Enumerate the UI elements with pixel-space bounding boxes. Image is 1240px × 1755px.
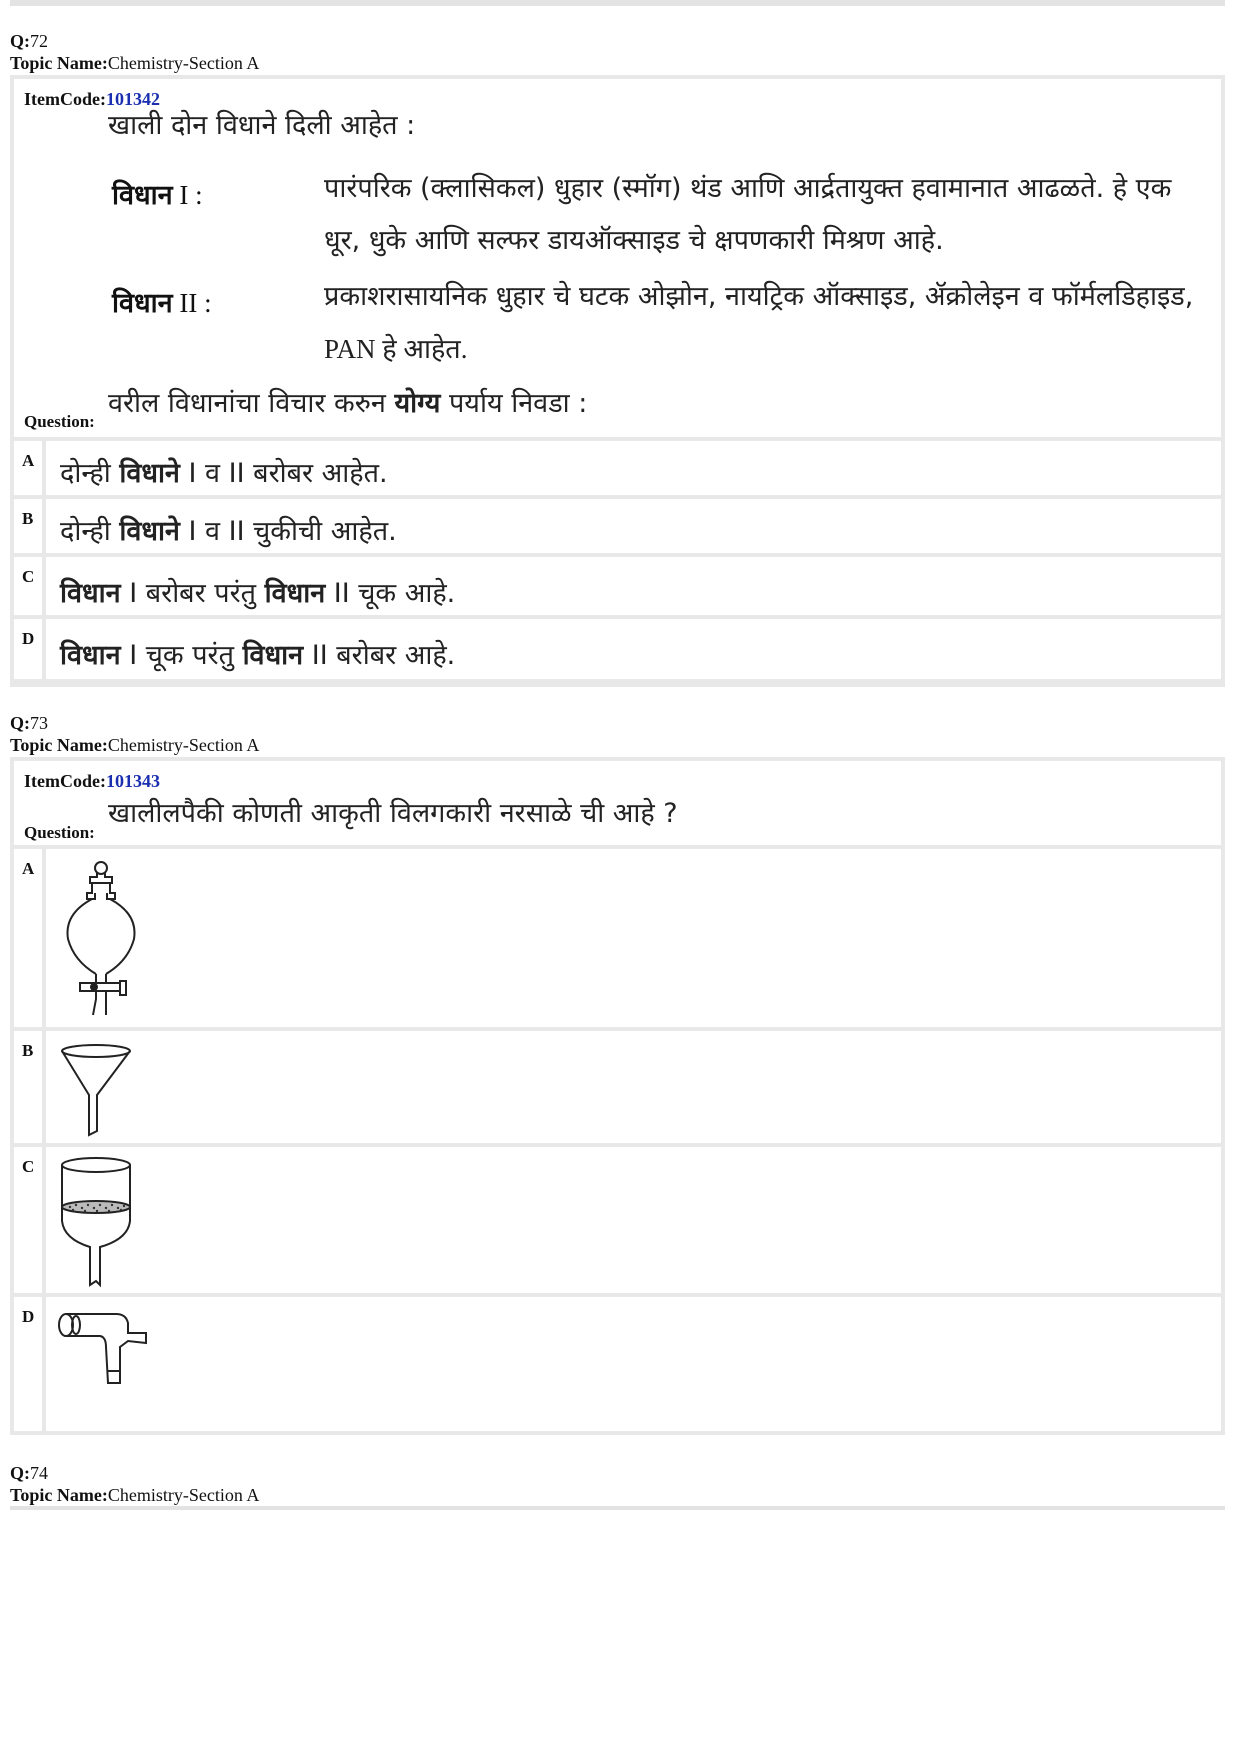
option-letter: C: [14, 1147, 42, 1293]
question-number: Q:73: [10, 713, 48, 733]
q73-question: खालीलपैकी कोणती आकृती विलगकारी नरसाळे ची आहे ?: [108, 798, 678, 829]
option-b[interactable]: [14, 499, 1221, 553]
option-letter: B: [14, 499, 42, 553]
top-divider: [10, 0, 1225, 6]
question-number: Q:74: [10, 1463, 48, 1483]
option-letter: A: [14, 849, 42, 1027]
q74-header: [10, 1462, 259, 1506]
option-c[interactable]: [14, 1147, 1221, 1293]
q73-stem: [14, 761, 1221, 845]
option-a[interactable]: [14, 849, 1221, 1027]
option-a[interactable]: [14, 441, 1221, 495]
q73-card: [10, 757, 1225, 1435]
option-letter: D: [14, 619, 42, 679]
option-d[interactable]: [14, 1297, 1221, 1431]
option-d[interactable]: [14, 619, 1221, 679]
option-letter: B: [14, 1031, 42, 1143]
option-text: दोन्ही विधाने I व II चुकीची आहेत.: [60, 516, 397, 547]
statement-2-text: प्रकाशरासायनिक धुहार चे घटक ओझोन, नायट्रिक ऑक्साइड, ॲक्रोलेइन व फॉर्मलडिहाइड, PAN हे आहेत.: [324, 281, 1194, 364]
q72-intro: खाली दोन विधाने दिली आहेत :: [108, 110, 416, 141]
option-text: विधान I चूक परंतु विधान II बरोबर आहे.: [60, 640, 456, 671]
q72-header: [10, 30, 259, 74]
option-b[interactable]: [14, 1031, 1221, 1143]
option-text: दोन्ही विधाने I व II बरोबर आहेत.: [60, 458, 388, 489]
question-number: Q:72: [10, 31, 48, 51]
option-c[interactable]: [14, 557, 1221, 615]
topic-name: Topic Name:Chemistry-Section A: [10, 1485, 260, 1505]
option-letter: C: [14, 557, 42, 615]
q73-header: [10, 712, 259, 756]
q72-question: वरील विधानांचा विचार करुन योग्य पर्याय निवडा :: [108, 388, 588, 419]
simple-funnel-icon: [56, 1041, 136, 1139]
question-label: Question:: [24, 412, 95, 431]
option-letter: A: [14, 441, 42, 495]
q72-stem: [14, 79, 1221, 437]
item-code: ItemCode:101343: [24, 771, 160, 791]
q74-divider: [10, 1506, 1225, 1510]
statement-1-text: पारंपरिक (क्लासिकल) धुहार (स्मॉग) थंड आणि आर्द्रतायुक्त हवामानात आढळते. हे एक धूर, धुके आणि सल्फर डायऑक्साइड चे क्षपणकारी मिश्रण आहे.: [324, 173, 1172, 256]
topic-name: Topic Name:Chemistry-Section A: [10, 735, 260, 755]
q72-card: [10, 75, 1225, 687]
separating-funnel-icon: [56, 859, 146, 1021]
statement-1-label: विधान I :: [112, 180, 203, 211]
sintered-funnel-icon: [56, 1155, 136, 1291]
stopcock-icon: [56, 1307, 156, 1389]
option-text: विधान I बरोबर परंतु विधान II चूक आहे.: [60, 578, 456, 609]
statement-2-label: विधान II :: [112, 288, 212, 319]
question-label: Question:: [24, 823, 95, 842]
topic-name: Topic Name:Chemistry-Section A: [10, 53, 260, 73]
item-code: ItemCode:101342: [24, 89, 160, 109]
option-letter: D: [14, 1297, 42, 1431]
